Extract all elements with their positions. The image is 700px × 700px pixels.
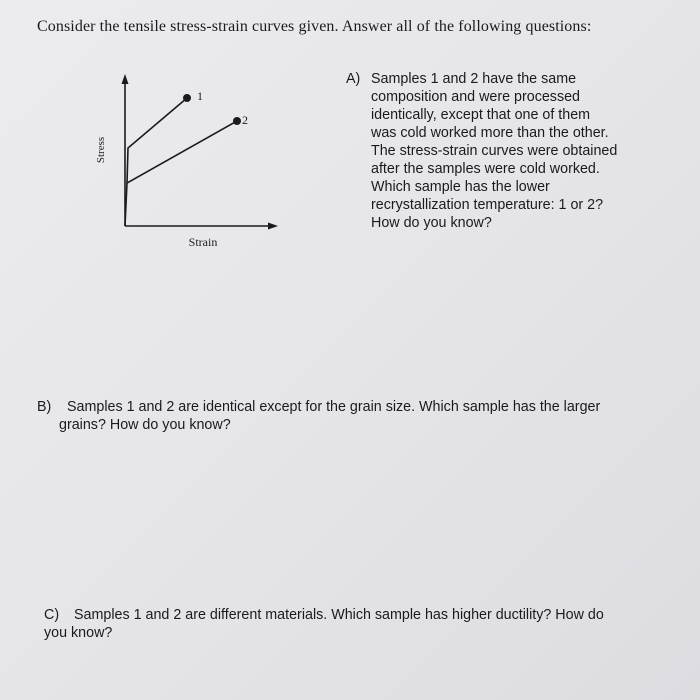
- question-b-line-2: grains? How do you know?: [59, 417, 231, 433]
- question-c: [44, 606, 694, 642]
- question-c-line-2: you know?: [44, 625, 113, 641]
- question-a-line: was cold worked more than the other.: [371, 125, 609, 141]
- question-c-label: C): [44, 607, 60, 623]
- question-b-line-1: Samples 1 and 2 are identical except for the grain size. Which sample has the larger: [67, 399, 601, 415]
- intro-instruction: Consider the tensile stress-strain curves given. Answer all of the following questions:: [37, 18, 592, 35]
- question-a-line: after the samples were cold worked.: [371, 161, 600, 177]
- question-a-line: How do you know?: [371, 215, 492, 231]
- y-axis-label: Stress: [95, 136, 107, 164]
- curve-2: [127, 121, 237, 183]
- y-axis-arrowhead: [122, 74, 129, 84]
- question-a-line: composition and were processed: [371, 89, 581, 105]
- curve-1-fracture-point: [183, 94, 191, 102]
- question-a-label: A): [346, 71, 361, 87]
- question-a-text: [371, 70, 656, 232]
- question-a-line: Samples 1 and 2 have the same: [371, 71, 577, 87]
- curve-1-label: 1: [197, 89, 203, 103]
- question-a-line: Which sample has the lower: [371, 179, 550, 195]
- question-a-line: The stress-strain curves were obtained: [371, 143, 618, 159]
- question-c-line-1: Samples 1 and 2 are different materials. Which sample has higher ductility? How do: [74, 607, 604, 623]
- question-a-line: identically, except that one of them: [371, 107, 591, 123]
- question-b-label: B): [37, 399, 52, 415]
- stress-strain-diagram: [80, 70, 290, 260]
- curve-2-label: 2: [242, 113, 248, 127]
- curve-1: [127, 98, 187, 183]
- x-axis-label: Strain: [188, 235, 218, 249]
- question-a-line: recrystallization temperature: 1 or 2?: [371, 197, 604, 213]
- x-axis-arrowhead: [268, 223, 278, 230]
- curve-2-fracture-point: [233, 117, 241, 125]
- question-b: [37, 398, 687, 434]
- question-a: [346, 70, 666, 232]
